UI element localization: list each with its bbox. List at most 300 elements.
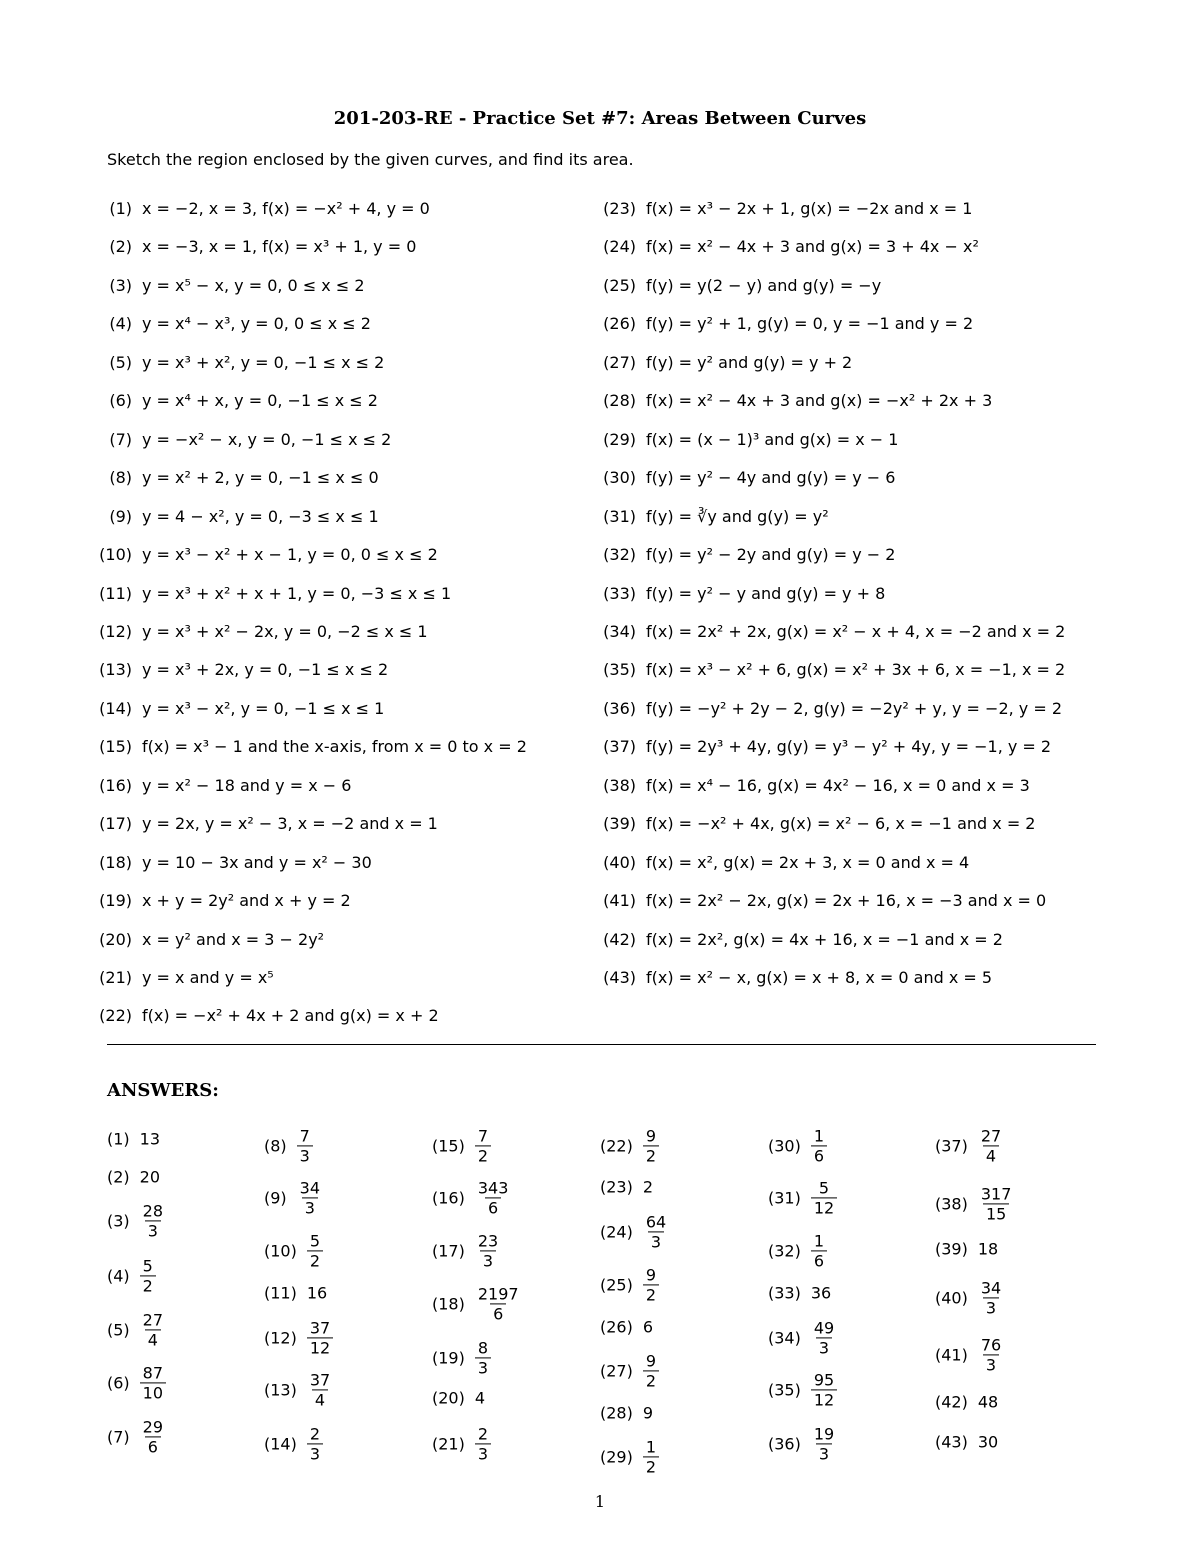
answer-fraction	[297, 1179, 323, 1216]
problem-number: (11)	[99, 583, 132, 603]
problem-number: (20)	[99, 929, 132, 949]
answer-fraction	[475, 1425, 491, 1462]
answer-label: (1)	[107, 1129, 130, 1149]
problem-item	[94, 850, 372, 876]
problem-number: (28)	[603, 391, 636, 411]
answer-fraction	[475, 1232, 501, 1269]
problem-number: (4)	[109, 314, 132, 334]
problem-item	[598, 965, 992, 991]
answer-label: (43)	[935, 1432, 968, 1452]
answer-label: (37)	[935, 1136, 968, 1156]
answer-label: (12)	[264, 1328, 297, 1348]
problem-item	[94, 196, 430, 222]
answer-fraction	[307, 1319, 333, 1356]
answer-item	[600, 1266, 659, 1303]
fraction-numerator: 28	[142, 1201, 164, 1221]
answer-item	[600, 1213, 669, 1250]
answer-label: (4)	[107, 1266, 130, 1286]
problem-item	[598, 581, 885, 607]
fraction-denominator: 2	[307, 1250, 323, 1270]
fraction-numerator: 9	[645, 1351, 657, 1371]
answer-label: (27)	[600, 1361, 633, 1381]
problem-number: (21)	[99, 968, 132, 987]
fraction-denominator: 12	[811, 1389, 837, 1409]
problem-number: (24)	[603, 237, 636, 257]
fraction-denominator: 6	[811, 1145, 827, 1165]
problem-expression: f(x) = x², g(x) = 2x + 3, x = 0 and x = 4	[646, 852, 970, 872]
problem-number: (9)	[109, 506, 132, 526]
problem-number: (26)	[603, 314, 636, 334]
problem-number: (29)	[603, 429, 636, 449]
answer-value: 48	[977, 1392, 999, 1412]
answer-item	[264, 1127, 313, 1164]
fraction-numerator: 29	[142, 1417, 164, 1437]
problem-expression: f(x) = x² − 4x + 3 and g(x) = 3 + 4x − x²	[646, 237, 979, 257]
problem-expression: x = −3, x = 1, f(x) = x³ + 1, y = 0	[142, 237, 417, 257]
problem-expression: y = x⁴ − x³, y = 0, 0 ≤ x ≤ 2	[142, 314, 371, 334]
problem-expression: f(y) = y² + 1, g(y) = 0, y = −1 and y = 2	[646, 314, 974, 334]
problem-number: (13)	[99, 660, 132, 680]
fraction-denominator: 3	[475, 1443, 491, 1463]
problem-number: (36)	[603, 698, 636, 718]
fraction-denominator: 6	[485, 1197, 501, 1217]
problem-expression: f(x) = x² − x, g(x) = x + 8, x = 0 and x = 5	[646, 968, 993, 987]
answer-label: (9)	[264, 1188, 287, 1208]
fraction-numerator: 27	[142, 1310, 164, 1330]
answer-item	[432, 1425, 491, 1462]
problem-item	[94, 657, 388, 683]
answer-label: (36)	[768, 1434, 801, 1454]
problem-item	[94, 542, 438, 568]
answer-value: 13	[139, 1129, 161, 1149]
fraction-numerator: 64	[645, 1212, 667, 1232]
problem-expression: f(y) = y² − 2y and g(y) = y − 2	[646, 545, 896, 565]
fraction-numerator: 95	[813, 1370, 835, 1390]
problem-expression: f(x) = 2x², g(x) = 4x + 16, x = −1 and x = 2	[646, 929, 1003, 949]
answer-fraction	[475, 1127, 491, 1164]
fraction-denominator: 12	[307, 1337, 333, 1357]
problem-expression: f(x) = 2x² + 2x, g(x) = x² − x + 4, x = −2 and x = 2	[646, 621, 1066, 641]
answer-label: (29)	[600, 1447, 633, 1467]
problem-number: (7)	[109, 429, 132, 449]
problem-number: (12)	[99, 621, 132, 641]
answer-value: 2	[642, 1177, 654, 1197]
answer-label: (28)	[600, 1403, 633, 1423]
fraction-denominator: 3	[816, 1337, 832, 1357]
answer-fraction	[140, 1364, 166, 1401]
fraction-denominator: 6	[811, 1250, 827, 1270]
answer-item	[264, 1319, 333, 1356]
fraction-numerator: 37	[309, 1318, 331, 1338]
answer-fraction	[978, 1279, 1004, 1316]
answer-fraction	[140, 1202, 166, 1239]
answer-value: 18	[977, 1239, 999, 1259]
problem-item	[94, 311, 371, 337]
fraction-denominator: 2	[140, 1275, 156, 1295]
answer-item	[107, 1202, 166, 1239]
problem-number: (39)	[603, 814, 636, 834]
problem-item	[94, 465, 379, 491]
problem-item	[598, 773, 1030, 799]
answer-item	[935, 1433, 998, 1452]
problem-item	[94, 696, 384, 722]
answer-label: (22)	[600, 1136, 633, 1156]
answer-fraction	[140, 1418, 166, 1455]
fraction-denominator: 2	[475, 1145, 491, 1165]
fraction-denominator: 3	[297, 1145, 313, 1165]
problem-number: (31)	[603, 506, 636, 526]
problem-item	[598, 850, 969, 876]
problem-item	[598, 504, 829, 530]
answer-fraction	[811, 1232, 827, 1269]
fraction-denominator: 3	[307, 1443, 323, 1463]
fraction-denominator: 3	[816, 1443, 832, 1463]
answer-fraction	[140, 1257, 156, 1294]
answer-value: 4	[474, 1388, 486, 1408]
answer-fraction	[643, 1127, 659, 1164]
problem-number: (37)	[603, 737, 636, 757]
problem-item	[598, 927, 1003, 953]
answer-value: 20	[139, 1167, 161, 1187]
answer-item	[432, 1232, 501, 1269]
answer-label: (26)	[600, 1317, 633, 1337]
fraction-denominator: 3	[480, 1250, 496, 1270]
problem-expression: y = x³ + x² + x + 1, y = 0, −3 ≤ x ≤ 1	[142, 583, 452, 603]
page-title: 201-203-RE - Practice Set #7: Areas Between Curves	[333, 108, 867, 129]
problem-item	[598, 234, 979, 260]
answer-label: (33)	[768, 1283, 801, 1303]
answer-item	[600, 1127, 659, 1164]
answers-heading: ANSWERS:	[107, 1080, 219, 1101]
problem-item	[598, 888, 1046, 914]
problem-expression: x = −2, x = 3, f(x) = −x² + 4, y = 0	[142, 199, 430, 218]
problem-expression: f(y) = y² − y and g(y) = y + 8	[646, 583, 886, 603]
answer-item	[264, 1425, 323, 1462]
problem-item	[598, 542, 895, 568]
answer-label: (6)	[107, 1373, 130, 1393]
answer-label: (42)	[935, 1392, 968, 1412]
answer-fraction	[978, 1127, 1004, 1164]
fraction-numerator: 87	[142, 1363, 164, 1383]
fraction-denominator: 12	[811, 1197, 837, 1217]
answer-label: (38)	[935, 1194, 968, 1214]
answer-item	[935, 1279, 1004, 1316]
fraction-numerator: 9	[645, 1126, 657, 1146]
problem-number: (35)	[603, 660, 636, 680]
answer-fraction	[811, 1371, 837, 1408]
fraction-denominator: 2	[643, 1370, 659, 1390]
answer-label: (2)	[107, 1167, 130, 1187]
fraction-numerator: 2	[309, 1424, 321, 1444]
fraction-numerator: 1	[813, 1231, 825, 1251]
problem-item	[94, 927, 324, 953]
problem-expression: y = x³ + x², y = 0, −1 ≤ x ≤ 2	[142, 352, 385, 372]
problem-expression: x + y = 2y² and x + y = 2	[142, 891, 351, 911]
problem-expression: y = x⁵ − x, y = 0, 0 ≤ x ≤ 2	[142, 275, 365, 295]
fraction-numerator: 343	[477, 1178, 509, 1198]
answer-label: (23)	[600, 1177, 633, 1197]
fraction-denominator: 3	[302, 1197, 318, 1217]
answer-value: 30	[977, 1432, 999, 1452]
problem-number: (10)	[99, 545, 132, 565]
problem-item	[94, 504, 379, 530]
fraction-numerator: 7	[477, 1126, 489, 1146]
problem-number: (43)	[603, 968, 636, 987]
answer-item	[935, 1393, 998, 1412]
answer-label: (30)	[768, 1136, 801, 1156]
answer-label: (32)	[768, 1241, 801, 1261]
answer-item	[935, 1336, 1004, 1373]
problem-item	[598, 427, 898, 453]
answer-item	[107, 1311, 166, 1348]
answer-item	[768, 1179, 837, 1216]
problem-number: (33)	[603, 583, 636, 603]
problem-expression: f(y) = 2y³ + 4y, g(y) = y³ − y² + 4y, y = −1, y = 2	[646, 737, 1052, 757]
fraction-denominator: 3	[983, 1297, 999, 1317]
answer-label: (18)	[432, 1294, 465, 1314]
fraction-denominator: 2	[643, 1456, 659, 1476]
answer-label: (41)	[935, 1345, 968, 1365]
answer-item	[432, 1127, 491, 1164]
problem-number: (15)	[99, 737, 132, 757]
answer-label: (39)	[935, 1239, 968, 1259]
problem-number: (40)	[603, 852, 636, 872]
problem-number: (22)	[99, 1006, 132, 1026]
problem-number: (14)	[99, 698, 132, 718]
answer-label: (5)	[107, 1320, 130, 1340]
problem-number: (8)	[109, 468, 132, 488]
answer-item	[264, 1232, 323, 1269]
answer-label: (19)	[432, 1348, 465, 1368]
problem-expression: f(x) = x⁴ − 16, g(x) = 4x² − 16, x = 0 and x = 3	[646, 775, 1030, 795]
fraction-denominator: 3	[475, 1357, 491, 1377]
problem-item	[94, 427, 391, 453]
problem-number: (5)	[109, 352, 132, 372]
answer-label: (7)	[107, 1427, 130, 1447]
fraction-denominator: 4	[145, 1329, 161, 1349]
answer-item	[768, 1284, 831, 1303]
answer-fraction	[978, 1185, 1015, 1222]
page-number: 1	[594, 1492, 606, 1511]
problem-number: (1)	[109, 199, 132, 218]
problem-expression: x = y² and x = 3 − 2y²	[142, 929, 325, 949]
answer-item	[107, 1130, 160, 1149]
answer-item	[600, 1352, 659, 1389]
answer-item	[432, 1339, 491, 1376]
answer-fraction	[978, 1336, 1004, 1373]
problem-item	[598, 696, 1062, 722]
problem-number: (38)	[603, 775, 636, 795]
fraction-numerator: 34	[980, 1278, 1002, 1298]
problem-item	[94, 619, 428, 645]
answer-label: (21)	[432, 1434, 465, 1454]
problem-item	[94, 388, 378, 414]
problem-expression: y = −x² − x, y = 0, −1 ≤ x ≤ 2	[142, 429, 392, 449]
problem-number: (42)	[603, 929, 636, 949]
answer-label: (31)	[768, 1188, 801, 1208]
answer-item	[600, 1178, 653, 1197]
answer-item	[264, 1179, 323, 1216]
answer-label: (15)	[432, 1136, 465, 1156]
answer-fraction	[475, 1179, 512, 1216]
fraction-numerator: 1	[813, 1126, 825, 1146]
fraction-denominator: 2	[643, 1284, 659, 1304]
answer-item	[107, 1168, 160, 1187]
answer-item	[432, 1179, 511, 1216]
fraction-denominator: 4	[312, 1389, 328, 1409]
answer-item	[768, 1319, 837, 1356]
problem-expression: f(x) = x³ − 2x + 1, g(x) = −2x and x = 1	[646, 199, 973, 218]
answer-item	[107, 1257, 156, 1294]
fraction-denominator: 3	[983, 1354, 999, 1374]
problem-item	[598, 196, 972, 222]
fraction-numerator: 2	[477, 1424, 489, 1444]
problem-number: (30)	[603, 468, 636, 488]
fraction-numerator: 76	[980, 1335, 1002, 1355]
answer-label: (25)	[600, 1275, 633, 1295]
answer-fraction	[475, 1285, 522, 1322]
problem-expression: y = x³ + x² − 2x, y = 0, −2 ≤ x ≤ 1	[142, 621, 428, 641]
problem-expression: f(y) = y(2 − y) and g(y) = −y	[646, 275, 882, 295]
fraction-denominator: 3	[648, 1231, 664, 1251]
problem-expression: y = x and y = x⁵	[142, 968, 274, 987]
problem-expression: f(y) = y² and g(y) = y + 2	[646, 352, 853, 372]
problem-number: (6)	[109, 391, 132, 411]
problem-number: (41)	[603, 891, 636, 911]
fraction-numerator: 317	[980, 1184, 1012, 1204]
problem-item	[94, 965, 274, 991]
fraction-numerator: 5	[142, 1256, 153, 1276]
problem-number: (19)	[99, 891, 132, 911]
problem-item	[598, 734, 1051, 760]
problem-number: (25)	[603, 275, 636, 295]
fraction-numerator: 19	[813, 1424, 835, 1444]
problem-expression: y = x² + 2, y = 0, −1 ≤ x ≤ 0	[142, 468, 379, 488]
answer-fraction	[307, 1425, 323, 1462]
problem-expression: f(y) = ∛y and g(y) = y²	[646, 506, 829, 526]
answer-label: (34)	[768, 1328, 801, 1348]
fraction-denominator: 4	[983, 1145, 999, 1165]
answer-item	[600, 1404, 653, 1423]
problem-number: (2)	[109, 237, 132, 257]
problem-expression: f(x) = x³ − 1 and the x-axis, from x = 0 to x = 2	[142, 737, 527, 757]
problem-number: (34)	[603, 621, 636, 641]
answer-item	[264, 1371, 333, 1408]
problem-number: (23)	[603, 199, 636, 218]
answer-fraction	[643, 1266, 659, 1303]
answer-label: (20)	[432, 1388, 465, 1408]
answer-item	[432, 1389, 485, 1408]
problem-item	[94, 581, 451, 607]
problem-item	[94, 811, 438, 837]
problem-item	[598, 311, 973, 337]
problem-number: (3)	[109, 275, 132, 295]
answer-value: 9	[642, 1403, 654, 1423]
problem-expression: f(y) = −y² + 2y − 2, g(y) = −2y² + y, y = −2, y = 2	[646, 698, 1063, 718]
problem-expression: f(x) = −x² + 4x + 2 and g(x) = x + 2	[142, 1006, 439, 1026]
answer-fraction	[643, 1438, 659, 1475]
problem-item	[94, 1003, 439, 1029]
problem-item	[94, 734, 527, 760]
problem-item	[598, 465, 895, 491]
answer-item	[600, 1318, 653, 1337]
answer-fraction	[140, 1311, 166, 1348]
problem-expression: y = x² − 18 and y = x − 6	[142, 775, 352, 795]
fraction-numerator: 1	[645, 1437, 657, 1457]
problem-expression: y = 10 − 3x and y = x² − 30	[142, 852, 372, 872]
problem-expression: y = 2x, y = x² − 3, x = −2 and x = 1	[142, 814, 438, 834]
problem-item	[598, 273, 881, 299]
answer-item	[935, 1240, 998, 1259]
problem-item	[598, 619, 1065, 645]
answer-item	[935, 1185, 1014, 1222]
problem-number: (32)	[603, 545, 636, 565]
answer-fraction	[811, 1319, 837, 1356]
answer-item	[107, 1418, 166, 1455]
answer-label: (8)	[264, 1136, 287, 1156]
fraction-numerator: 5	[818, 1178, 830, 1198]
answer-fraction	[811, 1127, 827, 1164]
answer-fraction	[297, 1127, 313, 1164]
fraction-denominator: 15	[983, 1203, 1009, 1223]
problem-number: (16)	[99, 775, 132, 795]
answer-label: (14)	[264, 1434, 297, 1454]
problem-expression: y = x³ − x², y = 0, −1 ≤ x ≤ 1	[142, 698, 385, 718]
problem-expression: y = x³ − x² + x − 1, y = 0, 0 ≤ x ≤ 2	[142, 545, 438, 565]
answer-label: (17)	[432, 1241, 465, 1261]
problem-item	[94, 350, 384, 376]
answer-value: 36	[810, 1283, 832, 1303]
problem-item	[94, 273, 365, 299]
problem-item	[94, 773, 351, 799]
problem-number: (17)	[99, 814, 132, 834]
fraction-denominator: 3	[145, 1220, 161, 1240]
problem-expression: f(x) = (x − 1)³ and g(x) = x − 1	[646, 429, 899, 449]
problem-expression: f(x) = x³ − x² + 6, g(x) = x² + 3x + 6, x = −1, x = 2	[646, 660, 1066, 680]
answer-fraction	[475, 1339, 491, 1376]
fraction-numerator: 5	[309, 1231, 321, 1251]
answer-item	[768, 1127, 827, 1164]
problem-expression: f(x) = −x² + 4x, g(x) = x² − 6, x = −1 and x = 2	[646, 814, 1036, 834]
problem-expression: f(x) = x² − 4x + 3 and g(x) = −x² + 2x + 3	[646, 391, 993, 411]
answer-label: (16)	[432, 1188, 465, 1208]
answer-fraction	[811, 1425, 837, 1462]
answer-item	[768, 1425, 837, 1462]
fraction-numerator: 37	[309, 1370, 331, 1390]
problem-number: (18)	[99, 852, 132, 872]
instructions: Sketch the region enclosed by the given curves, and find its area.	[107, 150, 634, 169]
problem-expression: y = 4 − x², y = 0, −3 ≤ x ≤ 1	[142, 506, 379, 526]
answer-fraction	[643, 1213, 669, 1250]
problem-item	[598, 388, 992, 414]
fraction-denominator: 6	[490, 1303, 506, 1323]
answer-item	[432, 1285, 522, 1322]
problem-expression: y = x⁴ + x, y = 0, −1 ≤ x ≤ 2	[142, 391, 378, 411]
answer-label: (3)	[107, 1211, 130, 1231]
fraction-numerator: 9	[645, 1265, 657, 1285]
problem-item	[94, 234, 416, 260]
problem-item	[598, 657, 1065, 683]
fraction-numerator: 7	[299, 1126, 310, 1146]
answer-label: (35)	[768, 1380, 801, 1400]
answer-label: (10)	[264, 1241, 297, 1261]
answer-item	[107, 1364, 166, 1401]
fraction-denominator: 10	[140, 1382, 166, 1402]
problem-item	[598, 350, 852, 376]
answer-fraction	[307, 1371, 333, 1408]
problem-number: (27)	[603, 352, 636, 372]
fraction-denominator: 2	[643, 1145, 659, 1165]
